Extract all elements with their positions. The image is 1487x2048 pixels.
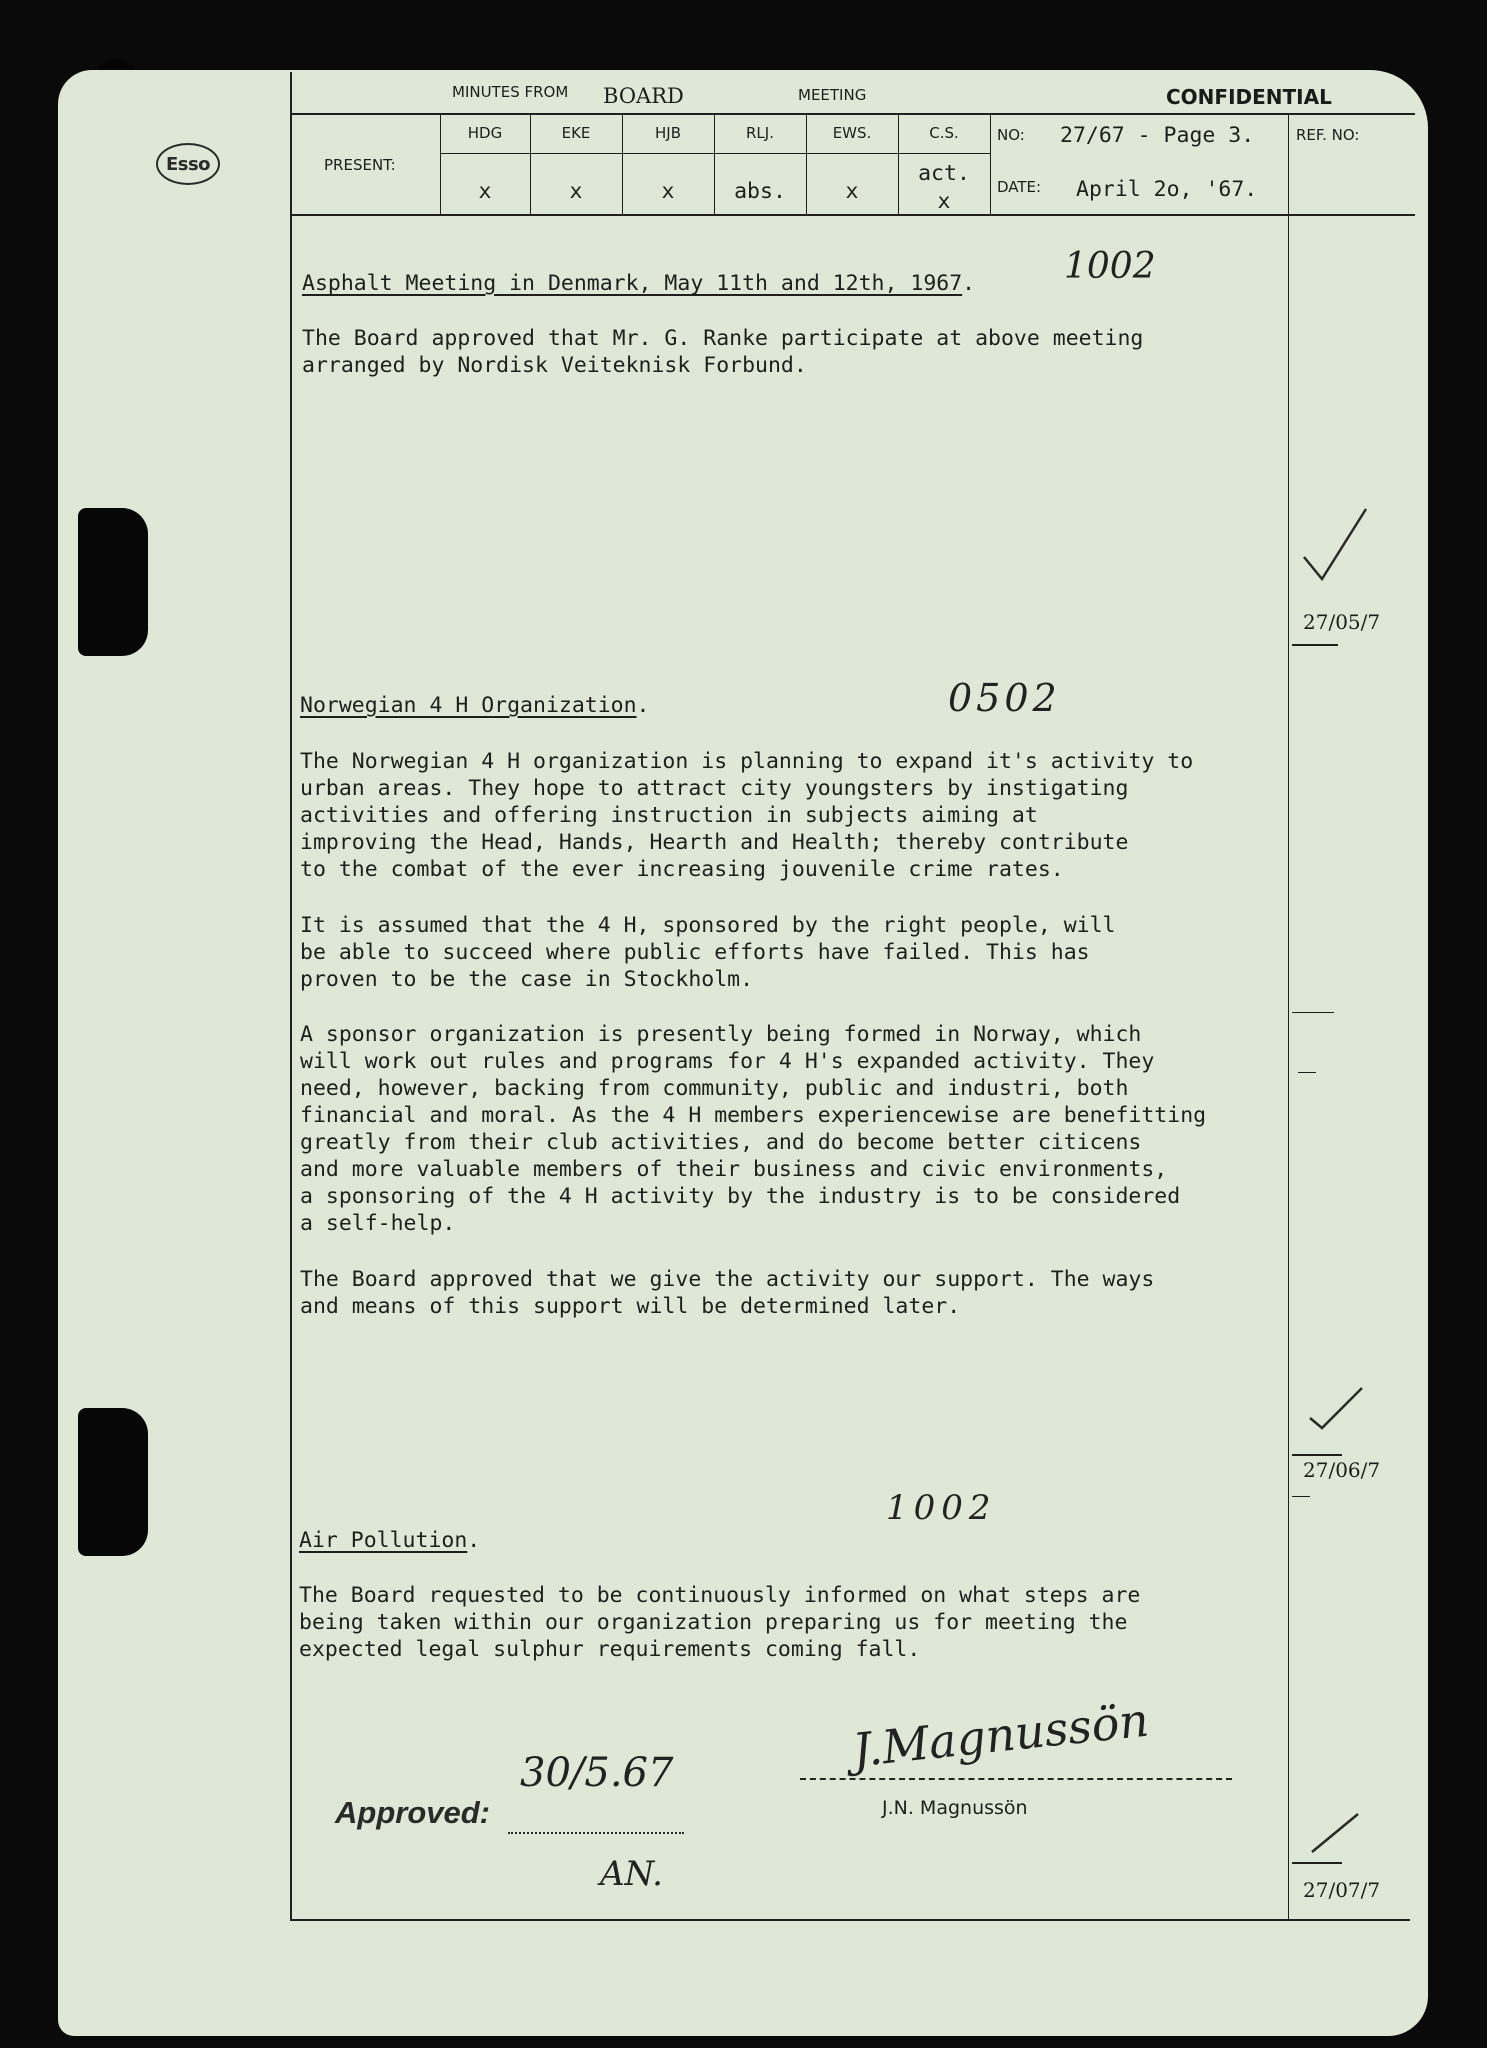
minutes-from-value: BOARD xyxy=(603,84,684,108)
section-paragraph: The Board approved that Mr. G. Ranke participate at above meeting arranged by Nordisk Veiteknisk Forbund. xyxy=(302,326,1144,378)
meeting-date: April 2o, '67. xyxy=(1076,177,1258,202)
attendance-mark: abs. xyxy=(734,179,786,204)
handwritten-code: 1002 xyxy=(1064,246,1156,287)
section-paragraph: It is assumed that the 4 H, sponsored by the right people, will be able to succeed where public efforts have failed. This has proven to be the case in Stockholm. xyxy=(300,913,1116,992)
attendee-initials: C.S. xyxy=(929,124,959,142)
handwritten-code: 0502 xyxy=(948,676,1061,720)
attendance-mark: x xyxy=(569,179,583,204)
attendee-initials: HDG xyxy=(467,124,503,142)
signature-line xyxy=(800,1778,1232,1780)
esso-logo: Esso xyxy=(156,143,220,185)
handwritten-code: 1002 xyxy=(886,1488,997,1528)
minutes-from-label: MINUTES FROM xyxy=(452,83,569,101)
ref-number-label: REF. NO: xyxy=(1296,126,1360,144)
attendee-initials: EKE xyxy=(561,124,591,142)
binder-clip xyxy=(78,1408,148,1556)
meeting-label: MEETING xyxy=(798,86,867,104)
section-heading: Air Pollution. xyxy=(299,1528,481,1553)
section-paragraph: The Board requested to be continuously informed on what steps are being taken within our organization preparing us for meeting the expected legal sulphur requirements coming fall. xyxy=(299,1583,1141,1662)
section-paragraph: The Board approved that we give the activity our support. The ways and means of this support will be determined later. xyxy=(300,1267,1155,1319)
attendee-initials: EWS. xyxy=(832,124,872,142)
ref-number: 27/05/7 xyxy=(1303,610,1381,634)
section-heading: Norwegian 4 H Organization. xyxy=(300,693,650,718)
attendance-mark: x xyxy=(478,179,492,204)
section-paragraph: The Norwegian 4 H organization is planning to expand it's activity to urban areas. They hope to attract city youngsters by instigating activities and offering instruction in subjects aiming at improving the Head, Hands, Hearth and Health; thereby contribute to the combat of the ever increasing jouvenile crime rates. xyxy=(300,749,1194,882)
check-mark-icon xyxy=(1306,1384,1366,1432)
section-paragraph: A sponsor organization is presently being formed in Norway, which will work out rules and programs for 4 H's expanded activity. They need, however, backing from community, public and industri, both financial and moral. As the 4 H members experiencewise are benefitting greatly from their club activities, and do become better citicens and more valuable members of their business and civic environments, a sponsoring of the 4 H activity by the industry is to be considered a self-help. xyxy=(300,1022,1207,1236)
approved-label: Approved: xyxy=(335,1795,490,1830)
check-mark-icon xyxy=(1308,1810,1362,1856)
attendee-initials: HJB xyxy=(655,124,681,142)
minutes-number: 27/67 - Page 3. xyxy=(1060,123,1255,148)
ref-number: 27/07/7 xyxy=(1303,1878,1381,1902)
attendance-mark: act. x xyxy=(918,161,970,214)
attendee-initials: RLJ. xyxy=(746,124,774,142)
attendance-mark: x xyxy=(845,179,859,204)
attendance-mark: x xyxy=(661,179,675,204)
approval-line xyxy=(508,1832,684,1834)
binder-clip xyxy=(78,508,148,656)
approved-date: 30/5.67 xyxy=(520,1750,674,1796)
date-label: DATE: xyxy=(997,178,1042,196)
number-label: NO: xyxy=(997,126,1025,144)
approval-initials: AN. xyxy=(600,1854,663,1894)
section-heading: Asphalt Meeting in Denmark, May 11th and 12th, 1967. xyxy=(302,271,976,296)
ref-number: 27/06/7 xyxy=(1303,1458,1381,1482)
signature: J.Magnussön xyxy=(849,1692,1152,1778)
signer-name: J.N. Magnussön xyxy=(882,1797,1028,1819)
confidential-label: CONFIDENTIAL xyxy=(1166,85,1332,109)
present-label: PRESENT: xyxy=(324,156,396,174)
check-mark-icon xyxy=(1300,505,1372,583)
